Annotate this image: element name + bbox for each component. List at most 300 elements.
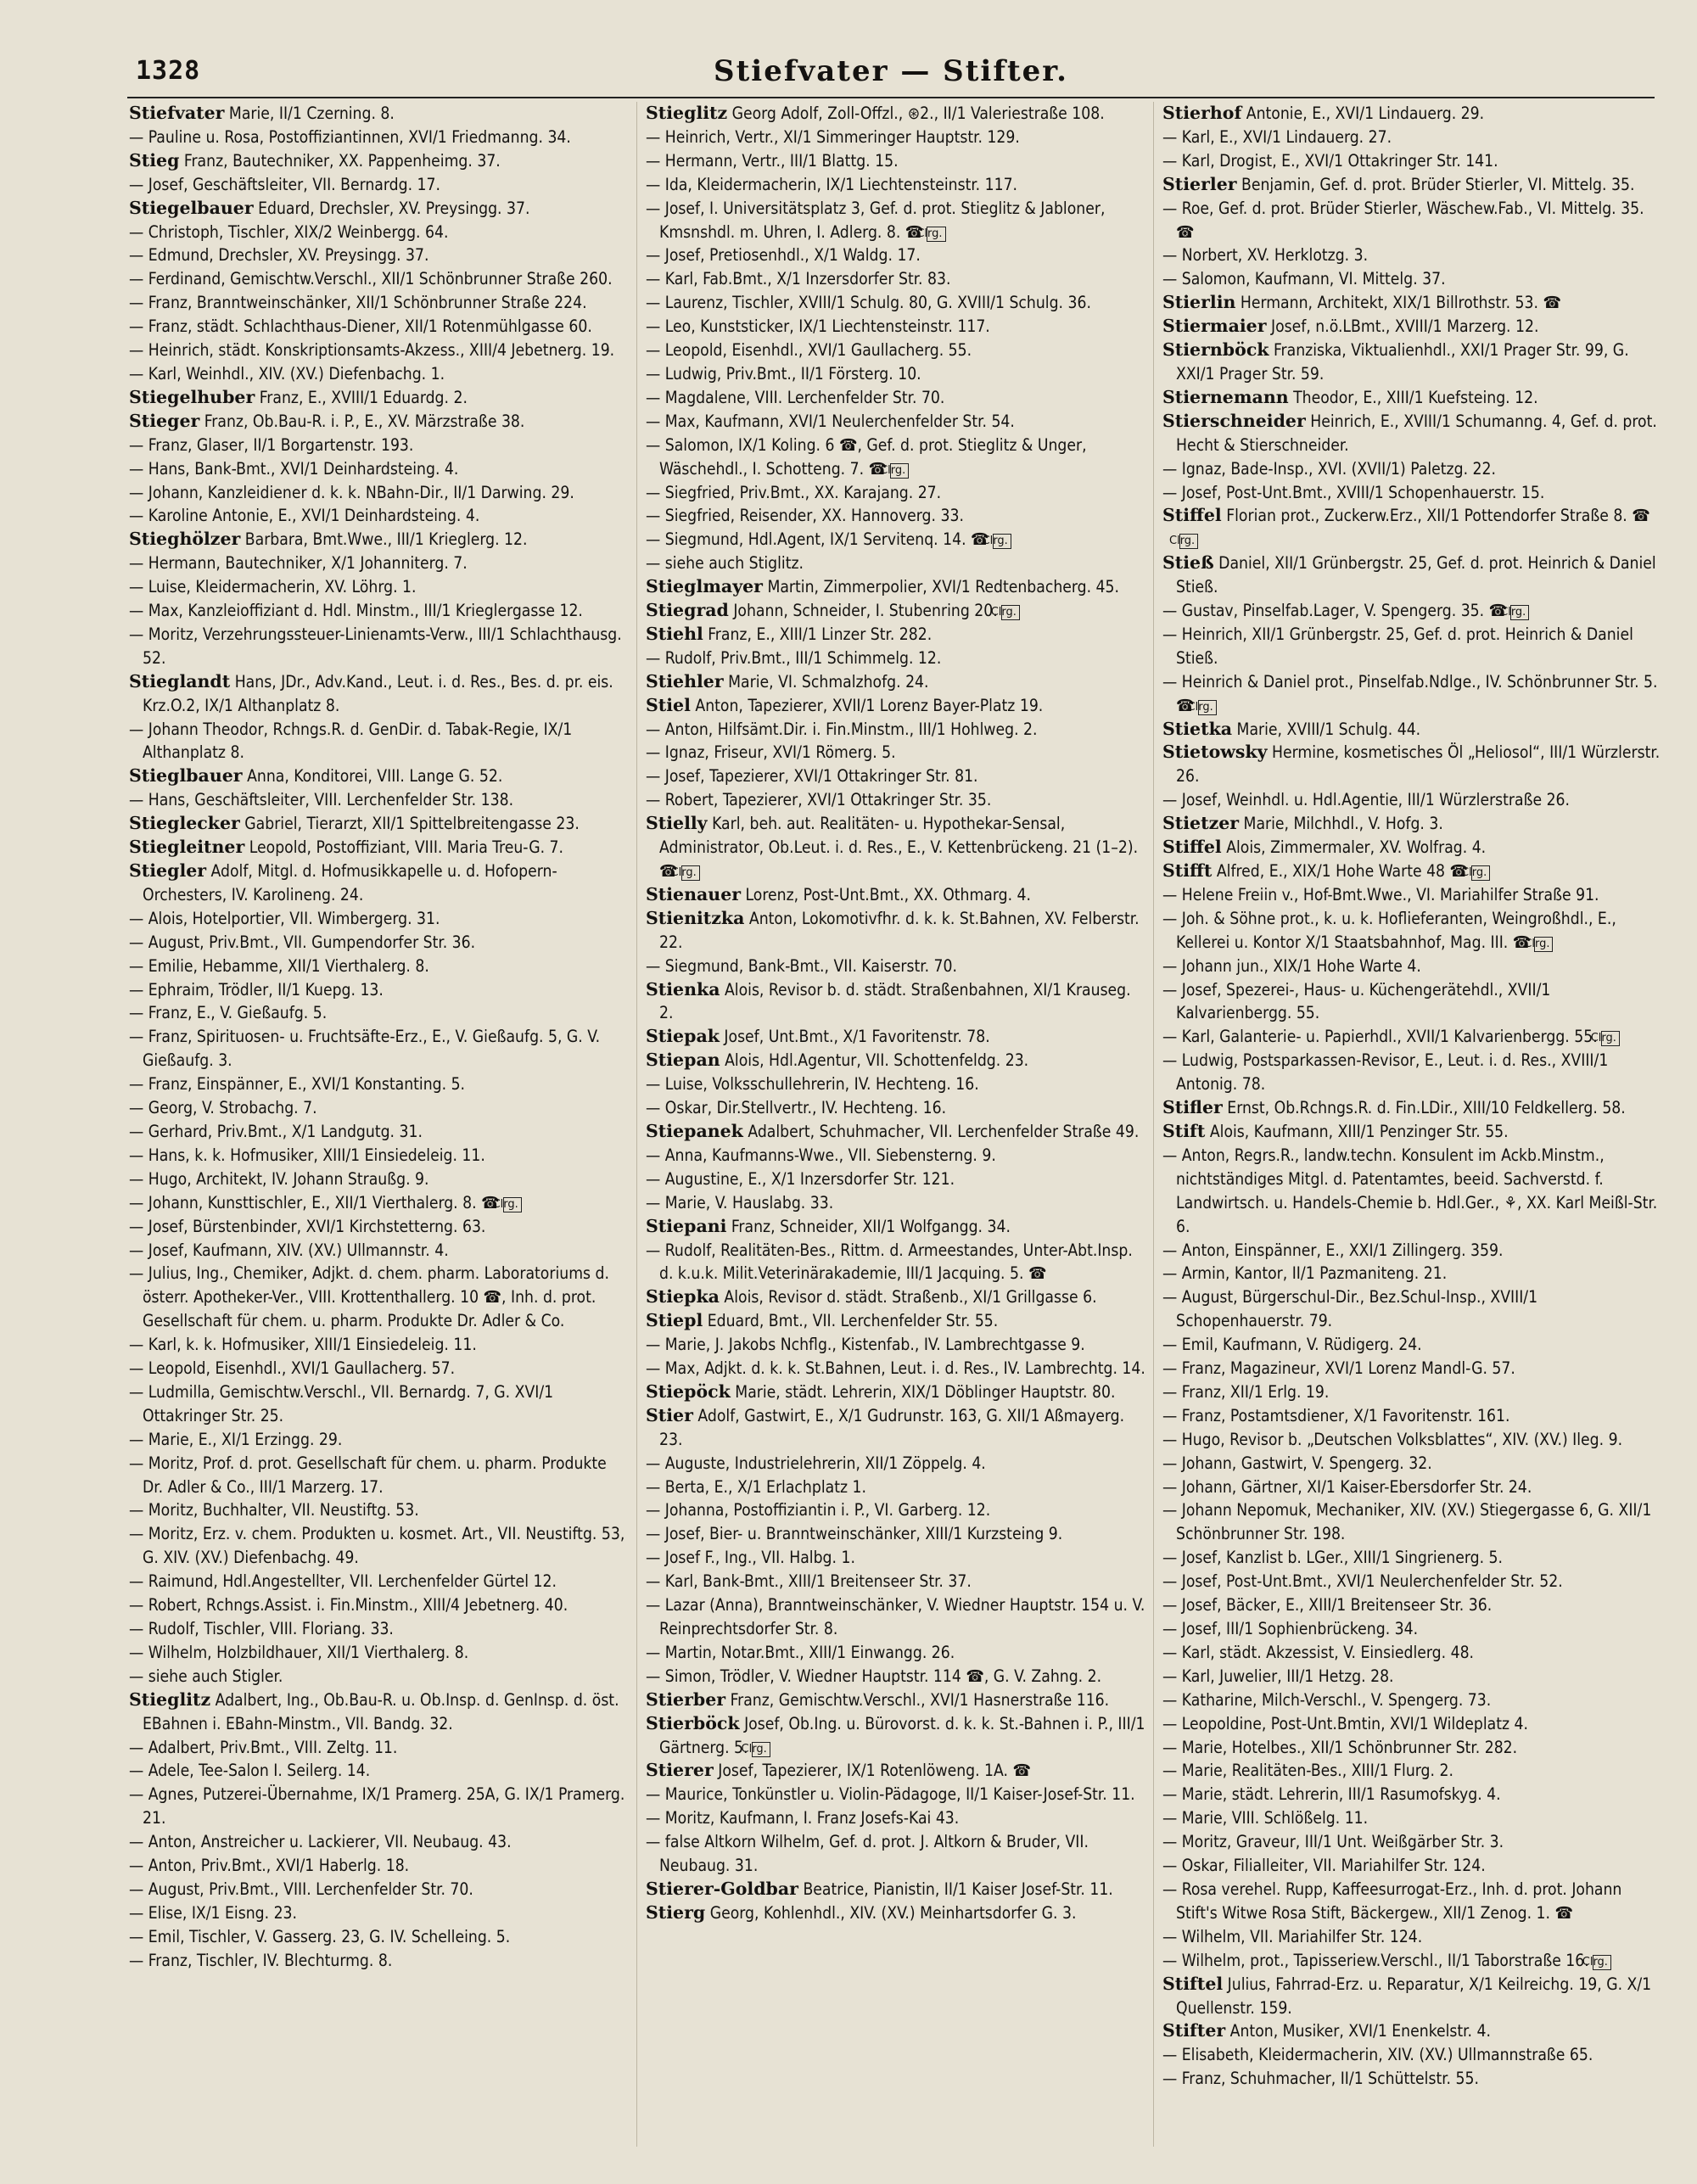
- clearing-badge: Clrg.: [1471, 865, 1490, 881]
- directory-entry: [129, 1239, 631, 1263]
- entry-text: Gabriel, Tierarzt, XII/1 Spittelbreitengasse 23.: [239, 814, 580, 834]
- directory-entry: [646, 1309, 1148, 1333]
- directory-entry: [129, 1096, 631, 1120]
- entry-text: Ernst, Ob.Rchngs.R. d. Fin.LDir., XIII/10 Feldkellerg. 58.: [1222, 1098, 1626, 1118]
- directory-entry: [646, 291, 1148, 315]
- entry-text: — Wilhelm, VII. Mariahilfer Str. 124.: [1162, 1926, 1423, 1946]
- entry-text: — Josef, Bürstenbinder, XVI/1 Kirchstetterng. 63.: [129, 1216, 486, 1236]
- entry-surname: Stieglmayer: [646, 576, 763, 597]
- entry-surname: Stietowsky: [1162, 742, 1268, 763]
- directory-entry: [646, 1380, 1148, 1404]
- entry-text: Eduard, Drechsler, XV. Preysingg. 37.: [253, 198, 530, 218]
- entry-text: — Adalbert, Priv.Bmt., VIII. Zeltg. 11.: [129, 1737, 398, 1757]
- directory-entry: [646, 1641, 1148, 1665]
- directory-entry: [646, 788, 1148, 812]
- entry-text: Johann, Schneider, I. Stubenring 20.: [728, 601, 998, 621]
- directory-entry: [1162, 410, 1665, 457]
- entry-surname: Stierg: [646, 1901, 706, 1923]
- directory-entry: [1162, 504, 1665, 552]
- entry-text: — Hugo, Architekt, IV. Johann Straußg. 9.: [129, 1168, 429, 1189]
- entry-text: — Moritz, Prof. d. prot. Gesellschaft für chem. u. pharm. Produkte Dr. Adler & Co., III/1 Marzerg. 17.: [129, 1453, 607, 1497]
- directory-entry: [646, 434, 1148, 481]
- directory-entry: [646, 362, 1148, 386]
- entry-surname: Stiegler: [129, 860, 207, 881]
- entry-text: Beatrice, Pianistin, II/1 Kaiser Josef-Str. 11.: [798, 1879, 1113, 1899]
- entry-surname: Stietka: [1162, 718, 1233, 739]
- directory-entry: [646, 1025, 1148, 1049]
- directory-entry: [646, 907, 1148, 955]
- entry-surname: Stienka: [646, 978, 720, 1000]
- entry-text: — Franz, XII/1 Erlg. 19.: [1162, 1381, 1330, 1402]
- entry-text: — Siegmund, Hdl.Agent, IX/1 Servitenq. 14. ☎: [646, 529, 989, 550]
- entry-text: — Marie, VIII. Schlößelg. 11.: [1162, 1808, 1369, 1828]
- directory-entry: [1162, 457, 1665, 481]
- entry-text: — Emilie, Hebamme, XII/1 Vierthalerg. 8.: [129, 955, 429, 976]
- directory-entry: [646, 1357, 1148, 1380]
- entry-text: — Hans, Bank-Bmt., XVI/1 Deinhardsteing. 4.: [129, 458, 459, 479]
- clearing-badge: Clrg.: [1593, 1955, 1611, 1970]
- clearing-badge: Clrg.: [681, 865, 700, 881]
- directory-entry: [1162, 1925, 1665, 1949]
- directory-entry: [646, 647, 1148, 670]
- entry-text: Josef, Ob.Ing. u. Bürovorst. d. k. k. St.-Bahnen i. P., III/1 Gärtnerg. 5.: [659, 1713, 1145, 1757]
- entry-text: — Marie, Realitäten-Bes., XIII/1 Flurg. 2.: [1162, 1761, 1453, 1781]
- entry-text: Eduard, Bmt., VII. Lerchenfelder Str. 55.: [703, 1311, 999, 1331]
- entry-text: — Leo, Kunststicker, IX/1 Liechtensteinstr. 117.: [646, 316, 990, 337]
- entry-text: Marie, städt. Lehrerin, XIX/1 Döblinger Hauptstr. 80.: [730, 1381, 1116, 1402]
- clearing-badge: Clrg.: [1534, 937, 1553, 952]
- directory-entry: [129, 1878, 631, 1901]
- entry-text: — August, Bürgerschul-Dir., Bez.Schul-Insp., XVIII/1 Schopenhauerstr. 79.: [1162, 1287, 1538, 1331]
- entry-surname: Stieghölzer: [129, 529, 241, 550]
- directory-entry: [646, 1712, 1148, 1760]
- directory-entry: [129, 1593, 631, 1617]
- entry-text: — Marie, E., XI/1 Erzingg. 29.: [129, 1429, 343, 1449]
- clearing-badge: Clrg.: [1179, 534, 1198, 549]
- entry-text: — Georg, V. Strobachg. 7.: [129, 1098, 317, 1118]
- directory-entry: [1162, 1759, 1665, 1783]
- entry-text: — Maurice, Tonkünstler u. Violin-Pädagoge, II/1 Kaiser-Josef-Str. 11.: [646, 1784, 1135, 1805]
- directory-entry: [646, 883, 1148, 907]
- entry-text: — Anton, Anstreicher u. Lackierer, VII. Neubaug. 43.: [129, 1832, 512, 1852]
- entry-text: Franz, Ob.Bau-R. i. P., E., XV. Märzstraße 38.: [199, 411, 525, 431]
- entry-text: Alois, Hdl.Agentur, VII. Schottenfeldg. 23.: [720, 1050, 1029, 1071]
- entry-text: — Heinrich, XII/1 Grünbergstr. 25, Gef. d. prot. Heinrich & Daniel Stieß.: [1162, 624, 1633, 668]
- entry-surname: Stieglitz: [129, 1688, 211, 1710]
- entry-surname: Stieger: [129, 410, 200, 431]
- directory-entry: [129, 788, 631, 812]
- directory-entry: [129, 102, 631, 126]
- entry-surname: Stienitzka: [646, 907, 745, 928]
- entry-text: — Raimund, Hdl.Angestellter, VII. Lerchenfelder Gürtel 12.: [129, 1571, 557, 1592]
- entry-surname: Stiftel: [1162, 1973, 1224, 1994]
- directory-entry: [646, 1239, 1148, 1286]
- directory-entry: [1162, 1239, 1665, 1263]
- entry-surname: Stiel: [646, 694, 691, 715]
- directory-entry: [1162, 1049, 1665, 1096]
- directory-entry: [646, 764, 1148, 788]
- directory-entry: [129, 623, 631, 670]
- entry-surname: Stifler: [1162, 1097, 1223, 1118]
- directory-entry: [646, 1476, 1148, 1499]
- directory-entry: [646, 1901, 1148, 1925]
- directory-entry: [129, 860, 631, 907]
- entry-text: — Johanna, Postoffiziantin i. P., VI. Garberg. 12.: [646, 1500, 991, 1520]
- entry-text: — Marie, V. Hauslabg. 33.: [646, 1192, 834, 1212]
- entry-text: — Gustav, Pinselfab.Lager, V. Spengerg. 35. ☎: [1162, 601, 1508, 621]
- entry-surname: Stiegelbauer: [129, 197, 254, 218]
- entry-text: — Marie, Hotelbes., XII/1 Schönbrunner Str. 282.: [1162, 1737, 1518, 1757]
- directory-entry: [646, 1830, 1148, 1878]
- directory-entry: [129, 1380, 631, 1428]
- column-1: [127, 102, 631, 2147]
- entry-surname: Stiffel: [1162, 505, 1222, 526]
- entry-surname: Stierlin: [1162, 292, 1236, 313]
- directory-entry: [646, 1049, 1148, 1072]
- entry-text: — Hermann, Vertr., III/1 Blattg. 15.: [646, 150, 899, 171]
- entry-surname: Stiernböck: [1162, 339, 1269, 361]
- directory-entry: [129, 1617, 631, 1641]
- entry-text: — Marie, städt. Lehrerin, III/1 Rasumofskyg. 4.: [1162, 1784, 1501, 1805]
- entry-text: — Elisabeth, Kleidermacherin, XIV. (XV.) Ullmannstraße 65.: [1162, 2045, 1593, 2065]
- entry-surname: Stifft: [1162, 860, 1213, 881]
- entry-text: — Adele, Tee-Salon I. Seilerg. 14.: [129, 1761, 371, 1781]
- entry-text: — Leopoldine, Post-Unt.Bmtin, XVI/1 Wildeplatz 4.: [1162, 1713, 1528, 1733]
- directory-entry: [646, 315, 1148, 339]
- entry-surname: Stiepan: [646, 1050, 720, 1071]
- directory-entry: [646, 528, 1148, 552]
- entry-text: — Helene Freiin v., Hof-Bmt.Wwe., VI. Mariahilfer Straße 91.: [1162, 884, 1599, 904]
- directory-entry: [1162, 126, 1665, 149]
- entry-text: — Lazar (Anna), Branntweinschänker, V. Wiedner Hauptstr. 154 u. V. Reinprechtsdorfer Str. 8.: [646, 1595, 1145, 1638]
- directory-entry: [1162, 339, 1665, 386]
- directory-entry: [1162, 1949, 1665, 1973]
- entry-text: Hermann, Architekt, XIX/1 Billrothstr. 53. ☎: [1235, 293, 1561, 313]
- entry-text: — Karl, Galanterie- u. Papierhdl., XVII/1 Kalvarienbergg. 55.: [1162, 1027, 1598, 1047]
- entry-surname: Stiegleitner: [129, 837, 245, 858]
- entry-text: — Pauline u. Rosa, Postoffiziantinnen, XVI/1 Friedmanng. 34.: [129, 126, 571, 147]
- entry-surname: Stielly: [646, 813, 708, 834]
- entry-surname: Stienauer: [646, 883, 742, 904]
- directory-entry: [1162, 1712, 1665, 1736]
- page-header: [127, 49, 1655, 98]
- entry-text: — Josef, I. Universitätsplatz 3, Gef. d. prot. Stieglitz & Jabloner, Kmsnshdl. m. Uhren, I. Adlerg. 8. ☎: [646, 198, 1106, 242]
- entry-text: Franz, E., XVIII/1 Eduardg. 2.: [255, 387, 468, 407]
- entry-text: — Luise, Volksschullehrerin, IV. Hechteng. 16.: [646, 1074, 979, 1095]
- entry-text: — Salomon, Kaufmann, VI. Mittelg. 37.: [1162, 269, 1446, 289]
- entry-text: Marie, VI. Schmalzhofg. 24.: [723, 671, 929, 692]
- entry-text: — Christoph, Tischler, XIX/2 Weinbergg. 64.: [129, 221, 449, 242]
- entry-text: Adolf, Mitgl. d. Hofmusikkapelle u. d. Hofopern-Orchesters, IV. Karolineng. 24.: [143, 861, 557, 904]
- clearing-badge: Clrg.: [1601, 1031, 1620, 1046]
- entry-surname: Stiepak: [646, 1026, 720, 1047]
- page-number: 1328: [136, 56, 201, 86]
- entry-surname: Stiermaier: [1162, 316, 1267, 337]
- directory-entry: [129, 931, 631, 955]
- entry-text: — Marie, J. Jakobs Nchflg., Kistenfab., IV. Lambrechtgasse 9.: [646, 1335, 1085, 1355]
- directory-entry: [646, 1522, 1148, 1546]
- directory-entry: [1162, 1357, 1665, 1380]
- directory-entry: [129, 1262, 631, 1333]
- directory-entry: [1162, 1783, 1665, 1806]
- entry-text: — Laurenz, Tischler, XVIII/1 Schulg. 80, G. XVIII/1 Schulg. 36.: [646, 293, 1091, 313]
- directory-entry: [129, 434, 631, 457]
- directory-entry: [129, 267, 631, 291]
- entry-text: — Karl, Fab.Bmt., X/1 Inzersdorfer Str. 83.: [646, 269, 951, 289]
- column-2: [636, 102, 1148, 2147]
- entry-text: — Johann Nepomuk, Mechaniker, XIV. (XV.) Stiegergasse 6, G. XII/1 Schönbrunner Str. 198.: [1162, 1500, 1652, 1544]
- clearing-badge: Clrg.: [993, 534, 1011, 549]
- directory-entry: [129, 1215, 631, 1239]
- entry-text: — Salomon, IX/1 Koling. 6 ☎, Gef. d. prot. Stieglitz & Unger, Wäschehdl., I. Schotteng. 7. ☎: [646, 434, 1087, 479]
- entry-surname: Stierhof: [1162, 103, 1242, 123]
- directory-entry: [1162, 1617, 1665, 1641]
- directory-entry: [1162, 1854, 1665, 1878]
- directory-entry: [646, 1285, 1148, 1309]
- clearing-badge: Clrg.: [503, 1197, 522, 1212]
- directory-entry: [646, 1878, 1148, 1901]
- directory-entry: [129, 575, 631, 599]
- entry-text: — Elise, IX/1 Eisng. 23.: [129, 1902, 298, 1923]
- entry-text: Franziska, Viktualienhdl., XXI/1 Prager Str. 99, G. XXI/1 Prager Str. 59.: [1176, 340, 1629, 384]
- entry-text: — Franz, städt. Schlachthaus-Diener, XII/1 Rotenmühlgasse 60.: [129, 316, 592, 337]
- entry-surname: Stiehl: [646, 623, 703, 644]
- entry-text: — Siegfried, Reisender, XX. Hannoverg. 33.: [646, 506, 964, 526]
- directory-entry: [1162, 1830, 1665, 1854]
- entry-text: — Franz, Branntweinschänker, XII/1 Schönbrunner Straße 224.: [129, 293, 587, 313]
- entry-text: — Anton, Regrs.R., landw.techn. Konsulent im Ackb.Minstm., nichtständiges Mitgl. d. Patentamtes, beeid. Sachverstd. f. Landwirtsch. u. Handels-Chemie b. Hdl.Ger., ⚘, XX. Karl Meißl-Str. 6.: [1162, 1145, 1658, 1236]
- directory-entry: [129, 1428, 631, 1452]
- entry-text: — Ignaz, Bade-Insp., XVI. (XVII/1) Paletzg. 22.: [1162, 458, 1496, 479]
- entry-text: — Josef F., Ing., VII. Halbg. 1.: [646, 1548, 855, 1568]
- entry-text: Alois, Revisor b. d. städt. Straßenbahnen, XI/1 Krauseg. 2.: [659, 979, 1131, 1023]
- directory-entry: [129, 1949, 631, 1973]
- entry-text: — Josef, Tapezierer, XVI/1 Ottakringer Str. 81.: [646, 766, 978, 787]
- entry-text: Marie, II/1 Czerning. 8.: [224, 104, 395, 123]
- entry-text: — Max, Adjkt. d. k. k. St.Bahnen, Leut. i. d. Res., IV. Lambrechtg. 14.: [646, 1358, 1145, 1379]
- directory-entry: [646, 410, 1148, 434]
- directory-entry: [129, 386, 631, 410]
- entry-text: — Agnes, Putzerei-Übernahme, IX/1 Pramerg. 25A, G. IX/1 Pramerg. 21.: [129, 1784, 625, 1828]
- directory-entry: [1162, 1380, 1665, 1404]
- entry-text: Georg, Kohlenhdl., XIV. (XV.) Meinhartsdorfer G. 3.: [705, 1902, 1077, 1923]
- entry-surname: Stiffel: [1162, 837, 1222, 858]
- directory-entry: [646, 623, 1148, 647]
- directory-entry: [646, 126, 1148, 149]
- entry-text: Barbara, Bmt.Wwe., III/1 Krieglerg. 12.: [240, 529, 528, 550]
- directory-entry: [646, 670, 1148, 694]
- directory-entry: [129, 552, 631, 575]
- directory-entry: [129, 481, 631, 505]
- entry-text: — Heinrich, Vertr., XI/1 Simmeringer Hauptstr. 129.: [646, 126, 1020, 147]
- entry-text: Alois, Revisor d. städt. Straßenb., XI/1 Grillgasse 6.: [719, 1287, 1097, 1308]
- entry-surname: Stierer: [646, 1760, 714, 1781]
- directory-entry: [646, 339, 1148, 362]
- directory-entry: [646, 1144, 1148, 1168]
- directory-entry: [129, 1333, 631, 1357]
- entry-text: — Armin, Kantor, II/1 Pazmaniteng. 21.: [1162, 1263, 1448, 1284]
- entry-text: — Moritz, Graveur, III/1 Unt. Weißgärber Str. 3.: [1162, 1832, 1504, 1852]
- entry-surname: Stiefvater: [129, 103, 225, 123]
- directory-entry: [129, 1357, 631, 1380]
- entry-text: — Moritz, Erz. v. chem. Produkten u. kosmet. Art., VII. Neustiftg. 53, G. XIV. (XV.) Diefenbachg. 49.: [129, 1524, 625, 1568]
- directory-entry: [1162, 1736, 1665, 1760]
- directory-entry: [1162, 315, 1665, 339]
- directory-entry: [129, 362, 631, 386]
- directory-entry: [1162, 173, 1665, 197]
- directory-entry: [129, 955, 631, 978]
- directory-entry: [1162, 860, 1665, 883]
- directory-entry: [646, 694, 1148, 718]
- directory-entry: [646, 552, 1148, 575]
- entry-text: — Julius, Ing., Chemiker, Adjkt. d. chem. pharm. Laboratoriums d. österr. Apotheker-Ver., VIII. Krottenthallerg. 10 ☎, Inh. d. prot. Gesellschaft für chem. u. pharm. Produkte Dr. Adler & Co.: [129, 1263, 609, 1331]
- entry-text: Georg Adolf, Zoll-Offzl., ⊛2., II/1 Valeriestraße 108.: [727, 104, 1105, 123]
- entry-text: Josef, n.ö.LBmt., XVIII/1 Marzerg. 12.: [1266, 316, 1539, 337]
- directory-entry: [1162, 741, 1665, 788]
- entry-text: — Siegmund, Bank-Bmt., VII. Kaiserstr. 70.: [646, 955, 957, 976]
- entry-text: Antonie, E., XVI/1 Lindauerg. 29.: [1241, 104, 1485, 123]
- entry-surname: Stiernemann: [1162, 386, 1289, 407]
- directory-entry: [129, 1688, 631, 1736]
- directory-entry: [1162, 197, 1665, 244]
- entry-text: Martin, Zimmerpolier, XVI/1 Redtenbacherg. 45.: [762, 577, 1120, 597]
- entry-text: — Rudolf, Realitäten-Bes., Rittm. d. Armeestandes, Unter-Abt.Insp. d. k.u.k. Milit.Veterinärakademie, III/1 Jacquing. 5. ☎: [646, 1240, 1133, 1284]
- directory-entry: [646, 1452, 1148, 1476]
- directory-entry: [646, 1806, 1148, 1830]
- directory-entry: [646, 386, 1148, 410]
- entry-text: Florian prot., Zuckerw.Erz., XII/1 Pottendorfer Straße 8. ☎: [1221, 506, 1650, 526]
- directory-entry: [1162, 718, 1665, 742]
- entry-text: Alfred, E., XIX/1 Hohe Warte 48 ☎: [1212, 861, 1469, 881]
- directory-entry: [129, 504, 631, 528]
- entry-text: — Franz, Einspänner, E., XVI/1 Konstanting. 5.: [129, 1074, 466, 1095]
- directory-entry: [1162, 1428, 1665, 1452]
- directory-entry: [1162, 267, 1665, 291]
- entry-text: — siehe auch Stigler.: [129, 1666, 283, 1686]
- directory-entry: [646, 1759, 1148, 1783]
- directory-entry: [129, 718, 631, 765]
- directory-entry: [129, 812, 631, 836]
- directory-entry: [1162, 788, 1665, 812]
- directory-entry: [129, 1570, 631, 1593]
- entry-text: — Edmund, Drechsler, XV. Preysingg. 37.: [129, 245, 429, 266]
- directory-entry: [646, 1096, 1148, 1120]
- entry-text: — Alois, Hotelportier, VII. Wimbergerg. 31.: [129, 908, 440, 928]
- entry-text: — Karl, k. k. Hofmusiker, XIII/1 Einsiedeleig. 11.: [129, 1335, 477, 1355]
- entry-text: — Hans, k. k. Hofmusiker, XIII/1 Einsiedeleig. 11.: [129, 1145, 485, 1165]
- entry-text: — August, Priv.Bmt., VII. Gumpendorfer Str. 36.: [129, 932, 476, 952]
- entry-text: — Josef, Weinhdl. u. Hdl.Agentie, III/1 Würzlerstraße 26.: [1162, 790, 1571, 810]
- directory-entry: [129, 291, 631, 315]
- directory-entry: [646, 1498, 1148, 1522]
- entry-text: — Hans, Geschäftsleiter, VIII. Lerchenfelder Str. 138.: [129, 790, 514, 810]
- directory-entry: [1162, 1404, 1665, 1428]
- directory-entry: [129, 764, 631, 788]
- directory-entry: [129, 978, 631, 1002]
- entry-text: — Karl, Bank-Bmt., XIII/1 Breitenseer Str. 37.: [646, 1571, 972, 1592]
- directory-entry: [646, 718, 1148, 742]
- directory-entry: [129, 1072, 631, 1096]
- directory-entry: [129, 1144, 631, 1168]
- directory-entry: [646, 599, 1148, 623]
- entry-text: — Franz, Spirituosen- u. Fruchtsäfte-Erz., E., V. Gießaufg. 5, G. V. Gießaufg. 3.: [129, 1027, 601, 1071]
- entry-text: Marie, Milchhdl., V. Hofg. 3.: [1239, 814, 1443, 834]
- entry-surname: Stiegelhuber: [129, 386, 255, 407]
- directory-entry: [646, 173, 1148, 197]
- directory-entry: [646, 955, 1148, 978]
- entry-text: — Ephraim, Trödler, II/1 Kuepg. 13.: [129, 979, 384, 1000]
- directory-entry: [1162, 552, 1665, 599]
- entry-surname: Stietzer: [1162, 813, 1240, 834]
- directory-entry: [129, 1641, 631, 1665]
- directory-entry: [129, 1191, 631, 1215]
- directory-entry: [129, 1783, 631, 1830]
- entry-text: — Franz, Tischler, IV. Blechturmg. 8.: [129, 1950, 393, 1970]
- directory-entry: [1162, 1120, 1665, 1144]
- directory-entry: [129, 1120, 631, 1144]
- entry-text: — Auguste, Industrielehrerin, XII/1 Zöppelg. 4.: [646, 1453, 986, 1473]
- directory-entry: [646, 1072, 1148, 1096]
- entry-text: — Ludwig, Postsparkassen-Revisor, E., Leut. i. d. Res., XVIII/1 Antonig. 78.: [1162, 1050, 1609, 1095]
- entry-surname: Stieglitz: [646, 103, 728, 123]
- directory-entry: [129, 1736, 631, 1760]
- directory-entry: [646, 1120, 1148, 1144]
- entry-text: — Ida, Kleidermacherin, IX/1 Liechtensteinstr. 117.: [646, 174, 1018, 194]
- entry-text: — Simon, Trödler, V. Wiedner Hauptstr. 114 ☎, G. V. Zahng. 2.: [646, 1666, 1102, 1686]
- entry-surname: Stiegrad: [646, 600, 729, 621]
- directory-entry: [1162, 1333, 1665, 1357]
- directory-entry: [1162, 1144, 1665, 1239]
- entry-text: — Johann, Gastwirt, V. Spengerg. 32.: [1162, 1453, 1432, 1473]
- entry-text: — Leopold, Eisenhdl., XVI/1 Gaullacherg. 55.: [646, 340, 972, 361]
- entry-text: Franz, E., XIII/1 Linzer Str. 282.: [703, 624, 933, 644]
- directory-entry: [1162, 836, 1665, 860]
- entry-text: — Roe, Gef. d. prot. Brüder Stierler, Wäschew.Fab., VI. Mittelg. 35. ☎: [1162, 198, 1644, 242]
- entry-text: — Norbert, XV. Herklotzg. 3.: [1162, 245, 1369, 266]
- directory-entry: [1162, 883, 1665, 907]
- directory-entry: [646, 1688, 1148, 1712]
- directory-entry: [1162, 291, 1665, 315]
- entry-text: — Katharine, Milch-Verschl., V. Spengerg. 73.: [1162, 1689, 1492, 1710]
- entry-surname: Stieglbauer: [129, 765, 243, 787]
- entry-text: — Anton, Hilfsämt.Dir. i. Fin.Minstm., III/1 Hohlweg. 2.: [646, 719, 1038, 739]
- entry-text: Marie, XVIII/1 Schulg. 44.: [1232, 719, 1421, 739]
- directory-entry: [646, 812, 1148, 883]
- entry-text: Theodor, E., XIII/1 Kuefsteing. 12.: [1288, 387, 1538, 407]
- directory-entry: [129, 670, 631, 718]
- entry-text: — Anna, Kaufmanns-Wwe., VII. Siebensterng. 9.: [646, 1145, 996, 1165]
- entry-surname: Stiepka: [646, 1286, 720, 1308]
- directory-entry: [1162, 102, 1665, 126]
- directory-entry: [1162, 1546, 1665, 1570]
- directory-entry: [1162, 1570, 1665, 1593]
- directory-entry: [646, 1570, 1148, 1593]
- entry-text: — Anton, Einspänner, E., XXI/1 Zillingerg. 359.: [1162, 1240, 1504, 1260]
- clearing-badge: Clrg.: [1001, 605, 1020, 620]
- directory-entry: [1162, 1498, 1665, 1546]
- directory-columns: [127, 102, 1665, 2147]
- entry-text: — Oskar, Dir.Stellvertr., IV. Hechteng. 16.: [646, 1098, 947, 1118]
- entry-surname: Stieglecker: [129, 813, 240, 834]
- directory-entry: [129, 339, 631, 362]
- entry-text: — Rudolf, Tischler, VIII. Floriang. 33.: [129, 1619, 394, 1638]
- directory-entry: [1162, 1476, 1665, 1499]
- directory-entry: [646, 504, 1148, 528]
- entry-text: — Martin, Notar.Bmt., XIII/1 Einwangg. 26.: [646, 1642, 955, 1662]
- entry-text: — Moritz, Buchhalter, VII. Neustiftg. 53.: [129, 1500, 419, 1520]
- directory-entry: [129, 197, 631, 221]
- entry-text: — Wilhelm, prot., Tapisseriew.Verschl., II/1 Taborstraße 16.: [1162, 1950, 1589, 1970]
